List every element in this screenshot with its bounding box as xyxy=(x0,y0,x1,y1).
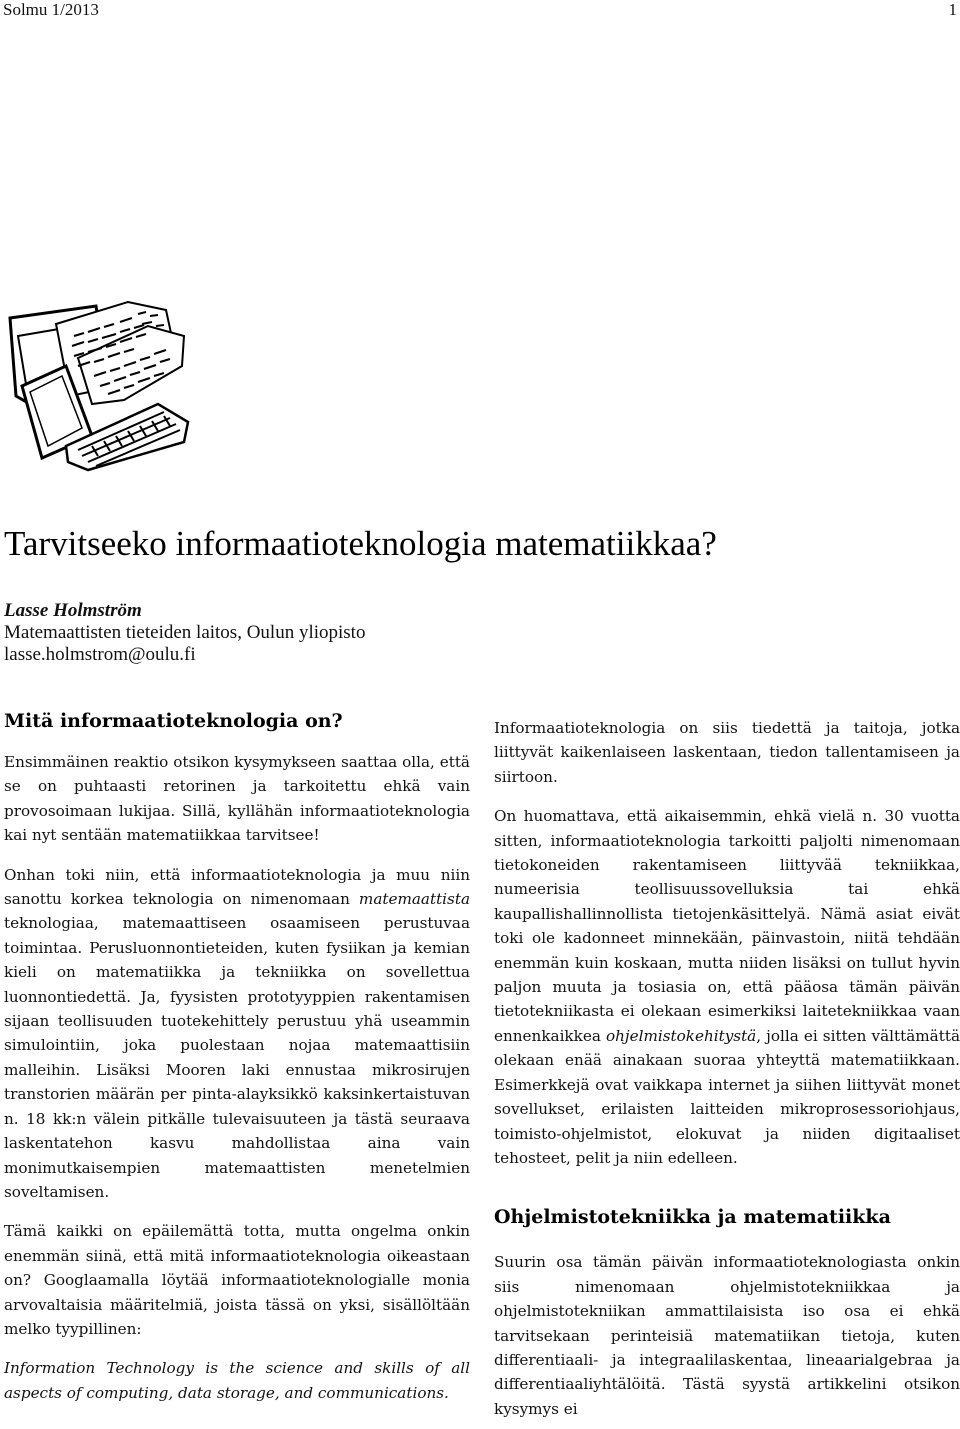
page-number: 1 xyxy=(948,0,957,19)
paragraph: Tämä kaikki on epäilemättä totta, mutta ongelma onkin enemmän siinä, että mitä informaatioteknologia oikeastaan on? Googlaamalla löytää informaatioteknologialle monia arvovaltaisia määritelmiä, joista tässä on yksi, sisällöltään melko tyypillinen: xyxy=(4,1222,470,1338)
author-name: Lasse Holmström xyxy=(4,600,142,621)
author-block xyxy=(4,600,704,666)
paragraph: Onhan toki niin, että informaatioteknologia ja muu niin sanottu korkea teknologia on nimenomaan matemaattista teknologiaa, matemaattiseen osaamiseen perustuvaa toimintaa. Perusluonnontieteiden, kuten fysiikan ja kemian kieli on matematiikka ja tekniikka on sovellettua luonnontiedettä. Ja, fyysisten prototyyppien rakentamisen sijaan teollisuuden tuotekehittely perustuu yhä useammin simulointiin, joka puolestaan nojaa matemaattisiin malleihin. Lisäksi Mooren laki ennustaa mikrosirujen transtorien määrän per pinta-alayksikkö kaksinkertaistuvan n. 18 kk:n välein pitkälle tulevaisuuteen ja tästä seuraava laskentatehon kasvu mahdollistaa aina vain monimutkaisempien matemaattisten menetelmien soveltamisen. xyxy=(4,865,470,1201)
section-heading-software-engineering: Ohjelmistotekniikka ja matematiikka xyxy=(494,1206,891,1229)
issue-label: Solmu 1/2013 xyxy=(3,0,99,19)
newspapers-and-keyboard-icon xyxy=(8,296,190,472)
emphasis: ohjelmistokehitystä xyxy=(605,1026,757,1045)
article-title: Tarvitseeko informaatioteknologia matematiikkaa? xyxy=(4,524,717,563)
paragraph: Ensimmäinen reaktio otsikon kysymykseen saattaa olla, että se on puhtaasti retorinen ja tarkoitettu ehkä vain provosoimaan lukijaa. Sillä, kyllähän informaatioteknologia kai nyt sentään matematiikkaa tarvitsee! xyxy=(4,753,470,845)
author-affiliation: Matemaattisten tieteiden laitos, Oulun yliopisto xyxy=(4,622,366,643)
running-header xyxy=(3,0,957,22)
right-column xyxy=(494,716,960,1429)
definition-quote: Information Technology is the science and skills of all aspects of computing, data storage, and communications. xyxy=(4,1359,470,1402)
paragraph: Suurin osa tämän päivän informaatioteknologiasta onkin siis nimenomaan ohjelmistotekniikkaa ja ohjelmistotekniikan ammattilaisista iso osa ei ehkä tarvitsekaan perinteisiä matematiikan tietoja, kuten differentiaali- ja integraalilaskentaa, lineaarialgebraa ja differentiaaliyhtälöitä. Tästä syystä artikkelini otsikon kysymys ei xyxy=(494,1253,960,1418)
author-email[interactable]: lasse.holmstrom@oulu.fi xyxy=(4,644,196,665)
section-heading-what-is-it: Mitä informaatioteknologia on? xyxy=(4,710,343,732)
left-column xyxy=(4,708,470,1420)
paragraph: Informaatioteknologia on siis tiedettä ja taitoja, jotka liittyvät kaikenlaiseen laskentaan, tiedon tallentamiseen ja siirtoon. xyxy=(494,719,960,786)
paragraph: On huomattava, että aikaisemmin, ehkä vielä n. 30 vuotta sitten, informaatioteknologia tarkoitti paljolti nimenomaan tietokoneiden rakentamiseen liittyvää tekniikkaa, numeerisia teollisuussovelluksia tai ehkä kaupallishallinnollista tietojenkäsittelyä. Nämä asiat eivät toki ole kadonneet minnekään, päinvastoin, niitä tehdään enemmän kuin koskaan, mutta niiden lisäksi on tullut hyvin paljon muuta ja tosiasia on, että pääosa tämän päivän tietotekniikasta ei olekaan esimerkiksi laitetekniikkaa vaan ennenkaikkea ohjelmistokehitystä, jolla ei sitten välttämättä olekaan enää ainakaan suoraa yhteyttä matematiikkaan. Esimerkkejä ovat vaikkapa internet ja siihen liittyvät monet sovellukset, erilaisten laitteiden mikroprosessoriohjaus, toimisto-ohjelmistot, elokuvat ja niiden digitaaliset tehosteet, pelit ja niin edelleen. xyxy=(494,807,960,1167)
emphasis: matemaattista xyxy=(358,890,470,909)
